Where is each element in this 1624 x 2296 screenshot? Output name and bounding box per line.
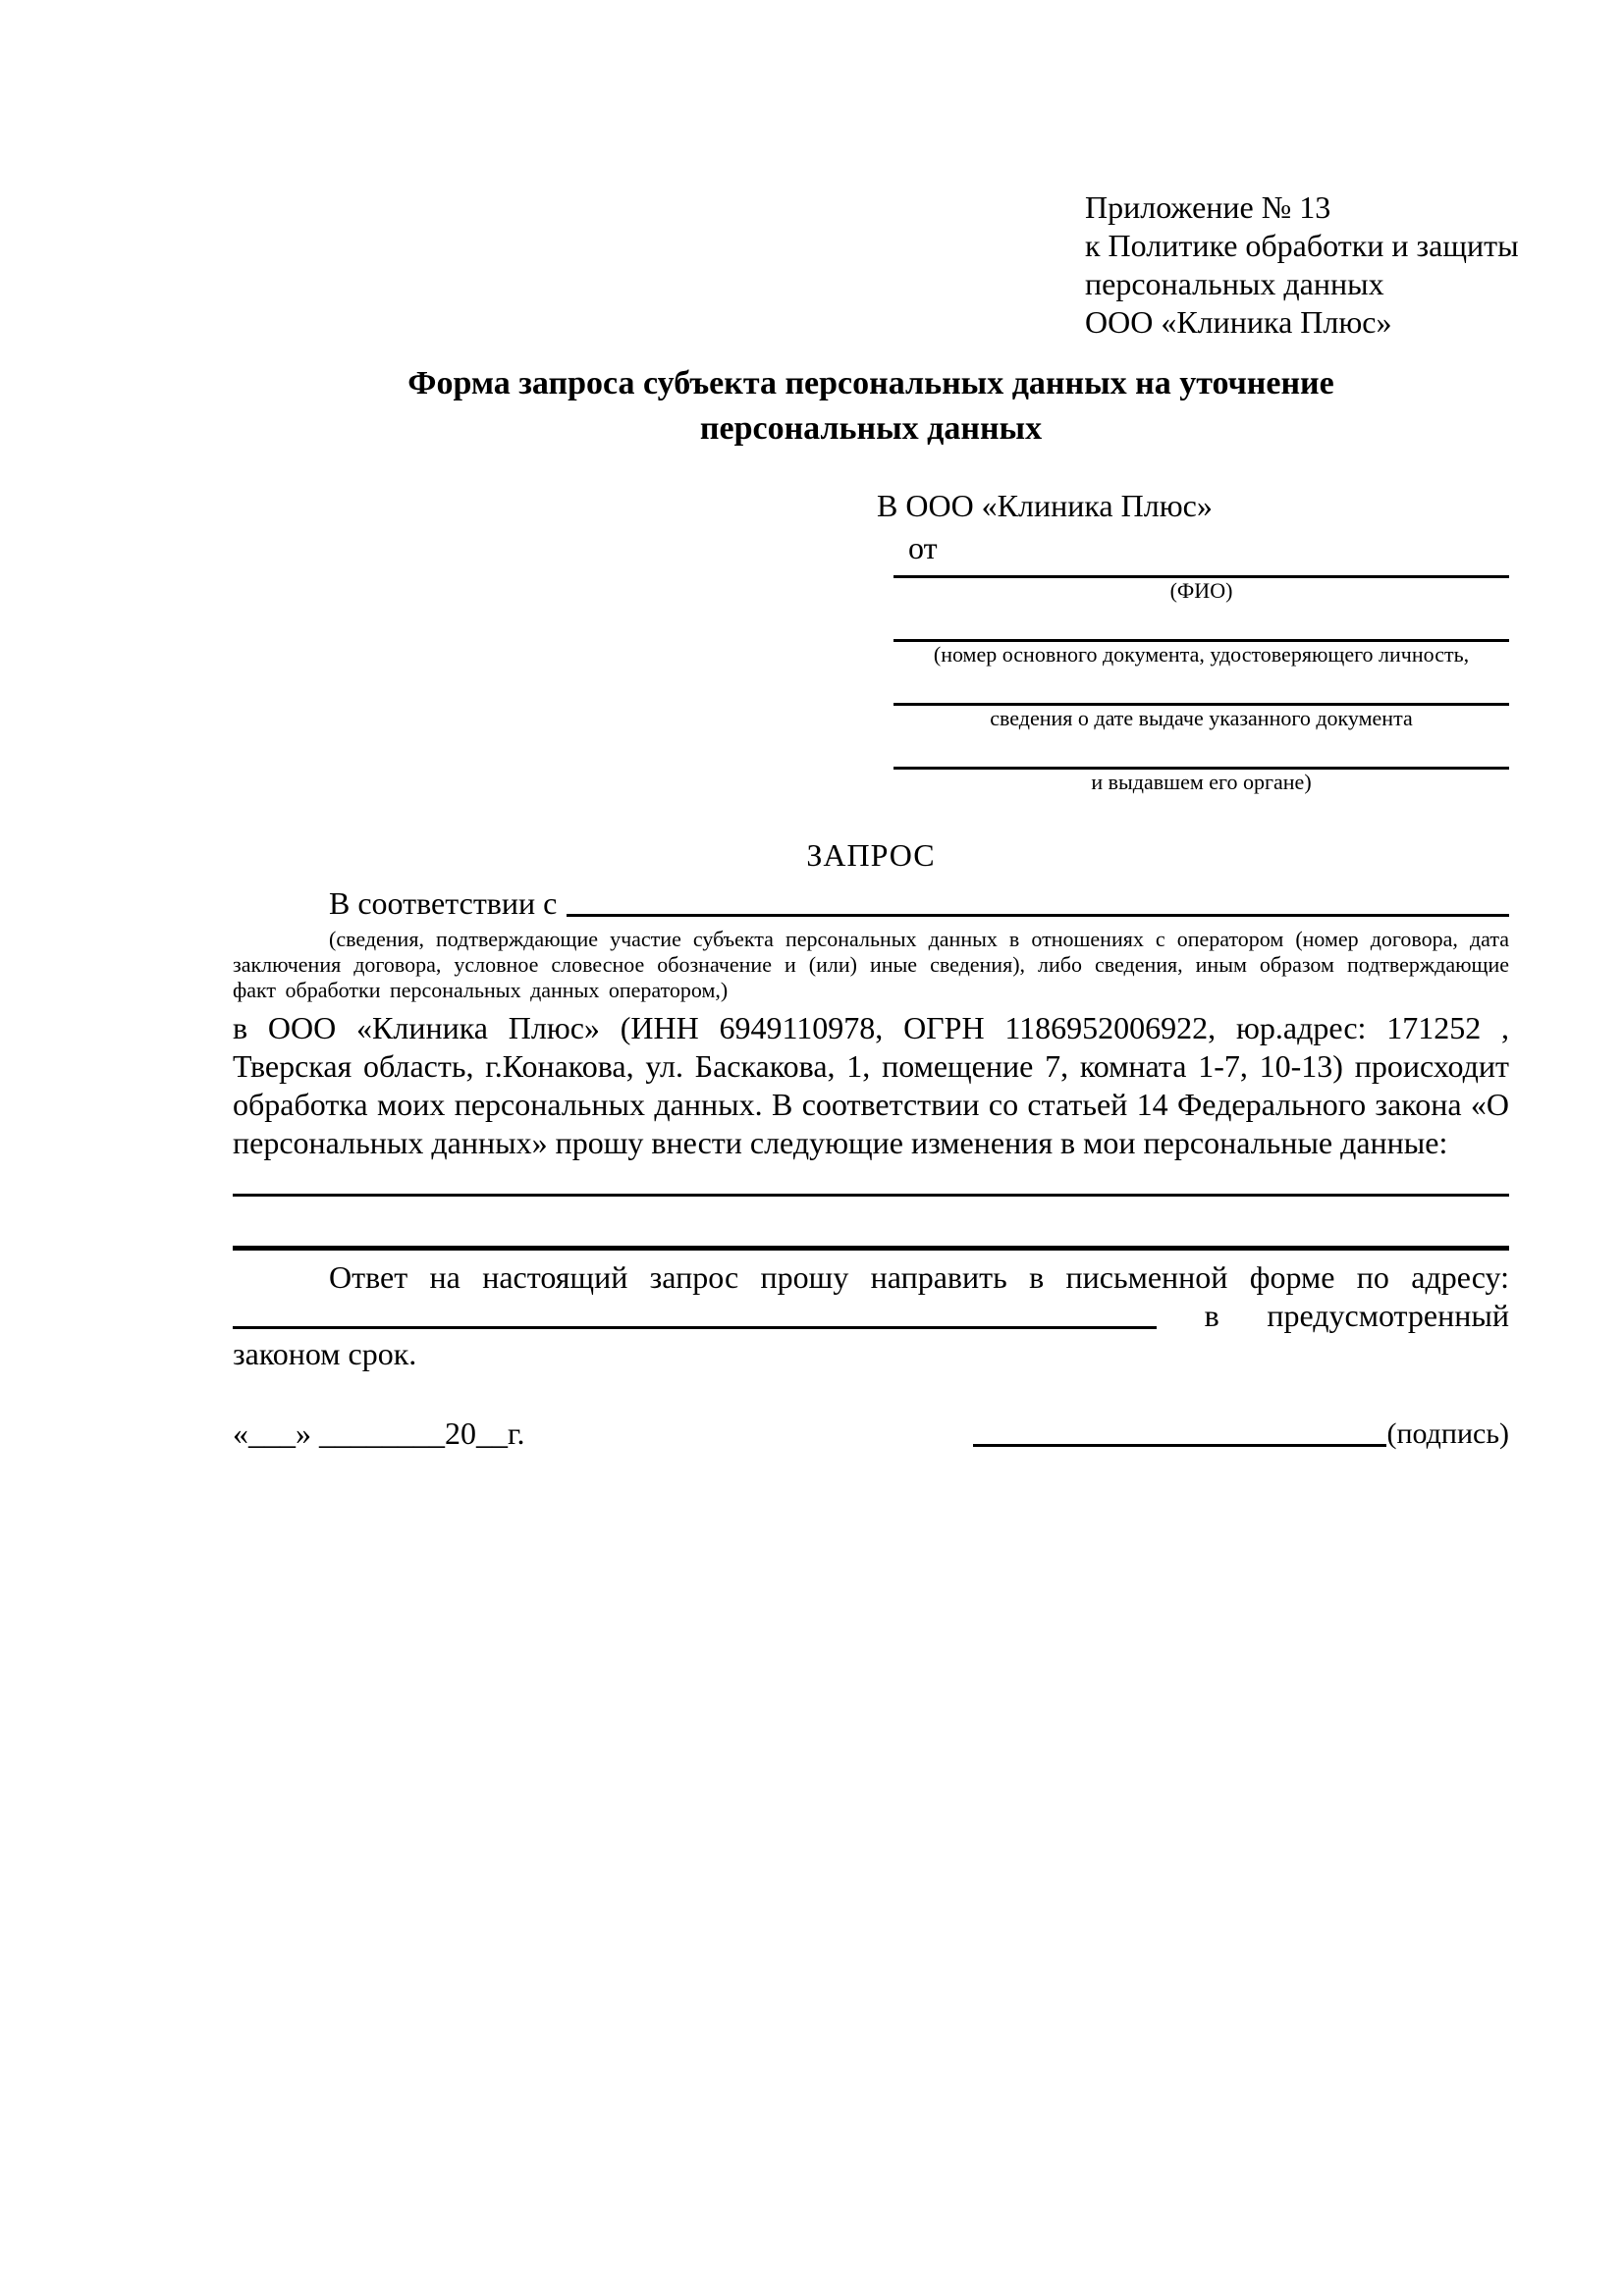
annex-line: Приложение № 13: [1085, 189, 1331, 225]
document-title: [233, 361, 1509, 452]
reply-sentence: Ответ на настоящий запрос прошу направить в письменной форме по адресу:: [329, 1259, 1509, 1295]
annex-line: персональных данных: [1085, 266, 1384, 301]
document-number-field-caption: (номер основного документа, удостоверяющего личность,: [933, 642, 1470, 667]
reply-address-blank-line: [233, 1326, 1157, 1329]
footer-row: [233, 1415, 1509, 1453]
request-heading: ЗАПРОС: [806, 837, 936, 873]
fio-field-caption: (ФИО): [1169, 578, 1233, 603]
addressee-organization: В ООО «Клиника Плюс»: [877, 488, 1213, 523]
request-body-paragraph: в ООО «Клиника Плюс» (ИНН 6949110978, ОГРН 1186952006922, юр.адрес: 171252 , Тверская область, г.Конакова, ул. Баскакова, 1, помещение 7, комната 1-7, 10-13) происходит обработка моих персональных данных. В соответствии со статьей 14 Федерального закона «О персональных данных» прошу внести следующие изменения в мои персональные данные:: [233, 1010, 1509, 1160]
issuer-field-caption: и выдавшем его органе): [1091, 770, 1312, 794]
document-title-line: персональных данных: [699, 410, 1043, 447]
date-template: «___» ________20__г.: [233, 1415, 525, 1451]
accordance-prefix: В соответствии с: [329, 885, 558, 921]
reply-tail: законом срок.: [233, 1336, 417, 1371]
accordance-note: (сведения, подтверждающие участие субъекта персональных данных в отношениях с оператором (номер договора, дата заключения договора, условное словесное обозначение и (или) иные сведения), либо сведения, иным образом подтверждающие факт обработки персональных данных оператором,): [233, 927, 1509, 1002]
reply-word-due: предусмотренный: [1267, 1298, 1509, 1333]
annex-line: ООО «Клиника Плюс»: [1085, 304, 1392, 340]
accordance-row: [233, 884, 1509, 923]
changes-blank-line-1: [233, 1194, 1509, 1197]
reply-address-row: [233, 1297, 1509, 1335]
signature-blank-line: [973, 1444, 1386, 1447]
signature-caption: (подпись): [1386, 1417, 1509, 1450]
addressee-block: [233, 487, 1509, 795]
annex-block: [1085, 188, 1519, 342]
reply-word-in: в: [1204, 1298, 1219, 1333]
addressee-fields: [893, 575, 1509, 795]
accordance-blank-line: [567, 884, 1509, 917]
document-content: [233, 188, 1519, 1453]
signature-group: [973, 1415, 1509, 1453]
issue-date-field-caption: сведения о дате выдаче указанного документа: [990, 706, 1413, 730]
addressee-from-label: от: [908, 530, 938, 565]
changes-blank-line-2: [233, 1246, 1509, 1251]
document-title-line: Форма запроса субъекта персональных данных на уточнение: [407, 365, 1334, 401]
annex-line: к Политике обработки и защиты: [1085, 228, 1519, 263]
